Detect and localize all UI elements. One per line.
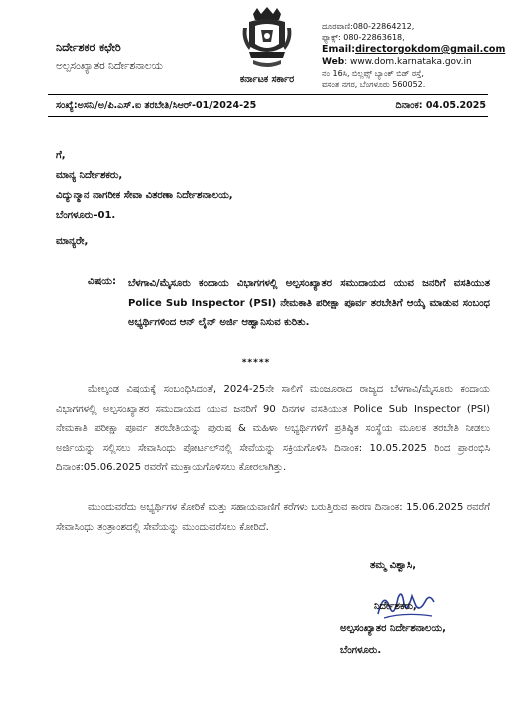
- karnataka-emblem-icon: [239, 6, 295, 72]
- web-label: Web: [322, 57, 345, 67]
- body-paragraph-2: ಮುಂದುವರೆದು ಅಭ್ಯರ್ಥಿಗಳ ಕೋರಿಕೆ ಮತ್ತು ಸಹಾಯವಾಣಿಗೆ ಕರೆಗಳು ಬರುತ್ತಿರುವ ಕಾರಣ ದಿನಾಂಕ: 15.06.2025 ರವರೆಗೆ ಸೇವಾಸಿಂಧು ತಂತ್ರಾಂಶದಲ್ಲಿ ಸೇವೆಯನ್ನು ಮುಂದುವರೆಸಲು ಕೋರಿದೆ.: [56, 502, 490, 533]
- signatory-designation: ನಿರ್ದೇಶಕರು,: [374, 601, 417, 612]
- addressee-line-1: ಮಾನ್ಯ ನಿರ್ದೇಶಕರು,: [56, 170, 123, 181]
- government-name: ಕರ್ನಾಟಕ ಸರ್ಕಾರ: [239, 74, 295, 85]
- phone-number: ದೂರವಾಣಿ:080-22864212,: [322, 22, 415, 31]
- addressee-line-3: ಬೆಂಗಳೂರು-01.: [56, 210, 116, 221]
- reference-row: [56, 100, 486, 111]
- salutation: ಮಾನ್ಯರೇ,: [56, 236, 89, 247]
- signatory-block: [340, 596, 510, 662]
- body-paragraph-1: ಮೇಲ್ಕಂಡ ವಿಷಯಕ್ಕೆ ಸಂಬಂಧಿಸಿದಂತೆ, 2024-25ನೇ ಸಾಲಿಗೆ ಮಂಜೂರಾದ ರಾಜ್ಯದ ಬೆಳಗಾವಿ/ಮೈಸೂರು ಕಂದಾಯ ವಿಭಾಗಗಳಲ್ಲಿ ಅಲ್ಪಸಂಖ್ಯಾತರ ಸಮುದಾಯದ ಯುವ ಜನರಿಗೆ 90 ದಿನಗಳ ವಸತಿಯುತ Police Sub Inspector (PSI) ನೇಮಕಾತಿ ಪರೀಕ್ಷಾ ಪೂರ್ವ ತರಬೇತಿಯನ್ನು ಪುರುಷ & ಮಹಿಳಾ ಅಭ್ಯರ್ಥಿಗಳಿಗೆ ಪ್ರತಿಷ್ಠಿತ ಸಂಸ್ಥೆಯ ಮೂಲಕ ತರಬೇತಿ ನೀಡಲು ಅರ್ಜಿಯನ್ನು ಸಲ್ಲಿಸಲು ಸೇವಾಸಿಂಧು ಪೋರ್ಟಲ್‌ನಲ್ಲಿ ಸೇವೆಯನ್ನು ಸಕ್ರಿಯಗೊಳಿಸಿ ದಿನಾಂಕ: 10.05.2025 ರಿಂದ ಪ್ರಾರಂಭಿಸಿ ದಿನಾಂಕ:05.06.2025 ರವರೆಗೆ ಮುಕ್ತಾಯಗೊಳಿಸಲು ಕೋರಲಾಗಿತ್ತು.: [56, 384, 490, 473]
- closing-yours: ತಮ್ಮ ವಿಶ್ವಾಸಿ,: [370, 560, 417, 571]
- email-line: [322, 43, 508, 56]
- addressee-block: [56, 146, 233, 226]
- separator: *****: [241, 358, 271, 368]
- addressee-line-2: ವಿದ್ಯುನ್ಮಾನ ನಾಗರೀಕ ಸೇವಾ ವಿತರಣಾ ನಿರ್ದೇಶನಾಲಯ,: [56, 190, 233, 201]
- office-title: ನಿರ್ದೇಶಕರ ಕಛೇರಿ: [56, 41, 121, 54]
- letter-date: ದಿನಾಂಕ: 04.05.2025: [395, 100, 486, 111]
- address-line-1: ನಂ 16ಸಿ, ಬಿಲ್ಲಪ್ಸ್ ಬ್ಯಾಂಕ್ ಬಿಡ್ ರಸ್ತೆ,: [322, 69, 424, 78]
- subject-text: ಬೆಳಗಾವಿ/ಮೈಸೂರು ಕಂದಾಯ ವಿಭಾಗಗಳಲ್ಲಿ ಅಲ್ಪಸಂಖ್ಯಾತರ ಸಮುದಾಯದ ಯುವ ಜನರಿಗೆ ವಸತಿಯುತ Police Sub Inspector (PSI) ನೇಮಕಾತಿ ಪರೀಕ್ಷಾ ಪೂರ್ವ ತರಬೇತಿಗೆ ಆಯ್ಕೆ ಮಾಡುವ ಸಂಬಂಧ ಅಭ್ಯರ್ಥಿಗಳಿಂದ ಆನ್ ಲೈನ್ ಅರ್ಜಿ ಆಹ್ವಾನಿಸುವ ಕುರಿತು.: [128, 278, 490, 328]
- web-link[interactable]: : www.dom.karnataka.gov.in: [344, 57, 472, 67]
- reference-number: ಸಂಖ್ಯೆ:ಅಸನಿ/ಅ/ಪಿ.ಎಸ್.ಐ ತರಬೇತಿ/ಸಿಆರ್-01/2024-25: [56, 100, 257, 111]
- subject-label: ವಿಷಯ:: [88, 276, 116, 287]
- email-label: Email:: [322, 44, 356, 55]
- signatory-office: ಅಲ್ಪಸಂಖ್ಯಾತರ ನಿರ್ದೇಶನಾಲಯ,: [340, 623, 446, 634]
- letterhead-left: [56, 38, 163, 76]
- signatory-city: ಬೆಂಗಳೂರು.: [340, 645, 382, 656]
- web-line: [322, 56, 508, 69]
- department-name: ಅಲ್ಪಸಂಖ್ಯಾತರ ನಿರ್ದೇಶನಾಲಯ: [56, 60, 163, 72]
- letterhead-divider-bottom: [48, 116, 488, 117]
- email-link[interactable]: directorgokdom@gmail.com: [355, 44, 506, 55]
- fax-number: ಫ್ಯಾಕ್ಸ್: 080-22863618,: [322, 32, 405, 42]
- letterhead-center: [222, 6, 312, 85]
- addressee-to: ಗೆ,: [56, 150, 66, 161]
- letterhead-divider-top: [48, 94, 488, 95]
- address-line-2: ವಸಂತ ನಗರ, ಬೆಂಗಳೂರು 560052.: [322, 79, 426, 89]
- letterhead-contact: [322, 22, 508, 90]
